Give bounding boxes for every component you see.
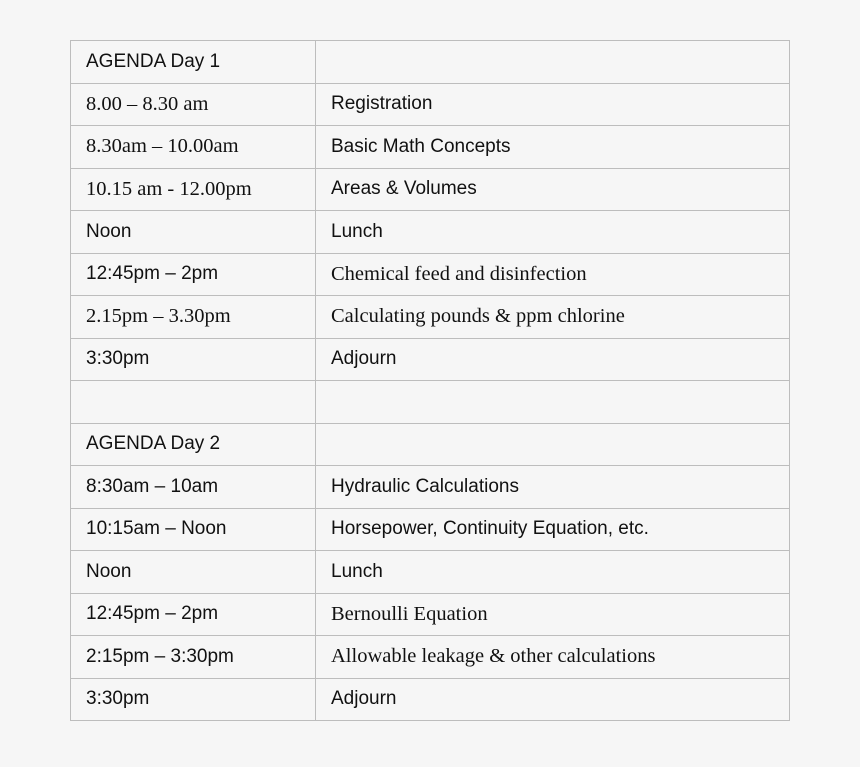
activity-cell: Lunch bbox=[316, 211, 790, 254]
activity-cell: Lunch bbox=[316, 551, 790, 594]
day-heading: AGENDA Day 2 bbox=[71, 423, 316, 466]
activity-cell: Bernoulli Equation bbox=[316, 593, 790, 636]
activity-cell: Adjourn bbox=[316, 338, 790, 381]
time-cell: 2.15pm – 3.30pm bbox=[71, 296, 316, 339]
table-row bbox=[71, 508, 790, 551]
spacer-row bbox=[71, 381, 790, 424]
activity-cell: Areas & Volumes bbox=[316, 168, 790, 211]
time-cell: 12:45pm – 2pm bbox=[71, 253, 316, 296]
table-row bbox=[71, 168, 790, 211]
empty-cell bbox=[316, 41, 790, 84]
activity-cell: Basic Math Concepts bbox=[316, 126, 790, 169]
agenda-table bbox=[70, 40, 790, 721]
time-cell: 3:30pm bbox=[71, 338, 316, 381]
activity-cell: Adjourn bbox=[316, 678, 790, 721]
activity-cell: Hydraulic Calculations bbox=[316, 466, 790, 509]
time-cell: 8.30am – 10.00am bbox=[71, 126, 316, 169]
table-row bbox=[71, 338, 790, 381]
empty-cell bbox=[71, 381, 316, 424]
day2-header-row bbox=[71, 423, 790, 466]
time-cell: 12:45pm – 2pm bbox=[71, 593, 316, 636]
empty-cell bbox=[316, 381, 790, 424]
time-cell: 10:15am – Noon bbox=[71, 508, 316, 551]
time-cell: 2:15pm – 3:30pm bbox=[71, 636, 316, 679]
time-cell: Noon bbox=[71, 551, 316, 594]
time-cell: 10.15 am - 12.00pm bbox=[71, 168, 316, 211]
activity-cell: Allowable leakage & other calculations bbox=[316, 636, 790, 679]
time-cell: 3:30pm bbox=[71, 678, 316, 721]
day1-header-row bbox=[71, 41, 790, 84]
table-row bbox=[71, 636, 790, 679]
time-cell: Noon bbox=[71, 211, 316, 254]
table-row bbox=[71, 466, 790, 509]
table-row bbox=[71, 551, 790, 594]
table-row bbox=[71, 678, 790, 721]
empty-cell bbox=[316, 423, 790, 466]
table-row bbox=[71, 253, 790, 296]
activity-cell: Calculating pounds & ppm chlorine bbox=[316, 296, 790, 339]
table-row bbox=[71, 296, 790, 339]
table-row bbox=[71, 211, 790, 254]
table-row bbox=[71, 126, 790, 169]
table-row bbox=[71, 83, 790, 126]
time-cell: 8.00 – 8.30 am bbox=[71, 83, 316, 126]
time-cell: 8:30am – 10am bbox=[71, 466, 316, 509]
activity-cell: Registration bbox=[316, 83, 790, 126]
activity-cell: Chemical feed and disinfection bbox=[316, 253, 790, 296]
day-heading: AGENDA Day 1 bbox=[71, 41, 316, 84]
activity-cell: Horsepower, Continuity Equation, etc. bbox=[316, 508, 790, 551]
table-row bbox=[71, 593, 790, 636]
